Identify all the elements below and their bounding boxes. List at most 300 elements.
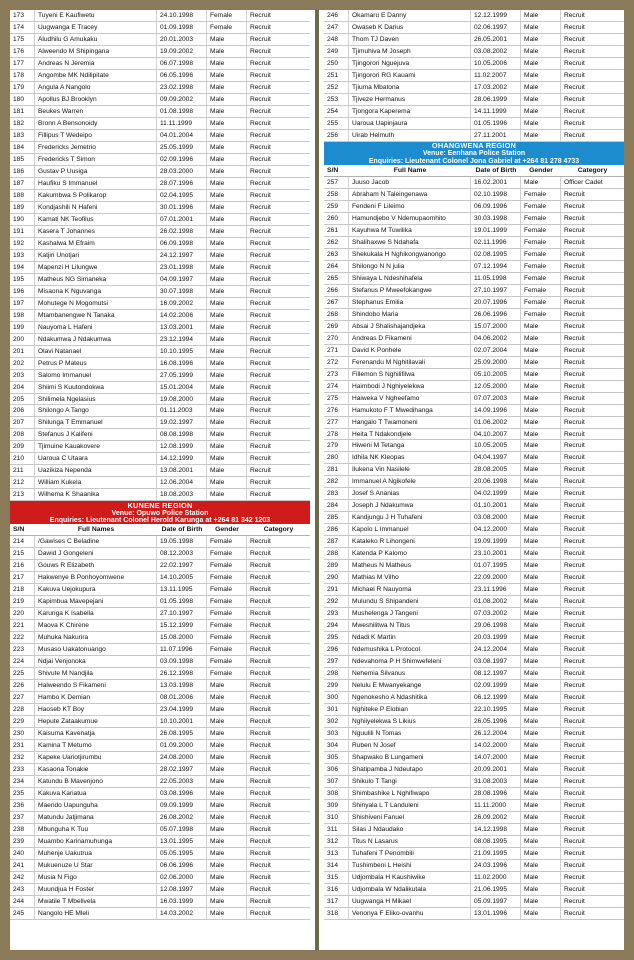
table-row — [10, 728, 310, 740]
cell-full-name: Shapwako B Lungameni — [349, 752, 471, 763]
cell-gender: Male — [521, 536, 561, 547]
table-row — [10, 226, 310, 238]
cell-gender: Male — [207, 58, 247, 69]
cell-category: Recruit — [564, 694, 585, 702]
table-row — [10, 370, 310, 382]
table-row — [324, 548, 624, 560]
cell-dob: 05.07.1998 — [157, 824, 207, 835]
cell-category: Recruit — [250, 658, 271, 666]
cell-full-name: Uugwanga E Tracey — [35, 22, 157, 33]
table-row — [10, 489, 310, 501]
cell-category: Recruit — [564, 382, 585, 390]
cell-sn: 307 — [324, 776, 349, 787]
cell-gender: Male — [521, 440, 561, 451]
cell-dob: 11.02.2007 — [471, 70, 521, 81]
cell-sn: 215 — [10, 548, 35, 559]
cell-gender: Male — [521, 764, 561, 775]
cell-gender: Male — [521, 872, 561, 883]
table-row — [10, 166, 310, 178]
cell-category: Recruit — [564, 502, 585, 510]
cell-category: Recruit — [564, 658, 585, 666]
cell-full-name: Shindobo Maria — [349, 309, 471, 320]
table-row — [324, 608, 624, 620]
cell-category: Recruit — [250, 167, 271, 175]
cell-dob: 04.12.2000 — [471, 524, 521, 535]
cell-sn: 184 — [10, 142, 35, 153]
cell-full-name: Nelulu E Mwanyekange — [349, 680, 471, 691]
cell-full-name: Hakwenye B Ponhoyomwene — [35, 572, 157, 583]
table-row — [10, 250, 310, 262]
cell-sn: 296 — [324, 644, 349, 655]
cell-sn: 181 — [10, 106, 35, 117]
cell-category: Recruit — [564, 107, 585, 115]
cell-category: Recruit — [564, 406, 585, 414]
cell-dob: 14.03.2002 — [157, 908, 207, 919]
cell-full-name: Tjingorori Nguejuva — [349, 58, 471, 69]
cell-dob: 04.09.1997 — [157, 274, 207, 285]
cell-full-name: Shishiveni Fanuel — [349, 812, 471, 823]
cell-full-name: Ndemushika L Protocol — [349, 644, 471, 655]
cell-sn: 264 — [324, 261, 349, 272]
cell-gender: Female — [521, 285, 561, 296]
cell-sn: 273 — [324, 369, 349, 380]
cell-sn: 231 — [10, 740, 35, 751]
header-gender: Gender — [215, 526, 239, 534]
cell-dob: 10.05.2005 — [471, 440, 521, 451]
cell-full-name: Shekukala H Nghikongwanongo — [349, 249, 471, 260]
cell-sn: 236 — [10, 800, 35, 811]
cell-dob: 08.12.1997 — [471, 668, 521, 679]
cell-sn: 275 — [324, 393, 349, 404]
table-row — [324, 297, 624, 309]
cell-sn: 180 — [10, 94, 35, 105]
cell-dob: 30.03.1998 — [471, 213, 521, 224]
cell-gender: Male — [521, 333, 561, 344]
cell-sn: 173 — [10, 10, 35, 21]
cell-full-name: Josef S Ananias — [349, 488, 471, 499]
cell-sn: 283 — [324, 488, 349, 499]
cell-gender: Male — [207, 322, 247, 333]
cell-gender: Male — [521, 680, 561, 691]
cell-gender: Male — [207, 465, 247, 476]
cell-sn: 238 — [10, 824, 35, 835]
cell-category: Recruit — [564, 742, 585, 750]
cell-sn: 247 — [324, 22, 349, 33]
cell-category: Recruit — [564, 490, 585, 498]
cell-gender: Female — [207, 644, 247, 655]
cell-sn: 230 — [10, 728, 35, 739]
cell-dob: 01.07.1995 — [471, 560, 521, 571]
table-row — [324, 46, 624, 58]
cell-sn: 274 — [324, 381, 349, 392]
table-row — [324, 584, 624, 596]
cell-sn: 242 — [10, 872, 35, 883]
cell-category: Recruit — [250, 479, 271, 487]
cell-full-name: Hepute Zataakumue — [35, 716, 157, 727]
cell-category: Recruit — [250, 622, 271, 630]
cell-gender: Male — [207, 692, 247, 703]
table-row — [324, 333, 624, 345]
cell-full-name: Ndjai Venjonoka — [35, 656, 157, 667]
right-column — [324, 10, 624, 920]
cell-sn: 182 — [10, 118, 35, 129]
cell-category: Recruit — [564, 790, 585, 798]
cell-gender: Female — [521, 201, 561, 212]
cell-sn: 268 — [324, 309, 349, 320]
cell-full-name: Kaisuma Kavenatja — [35, 728, 157, 739]
cell-full-name: Tjiuma Mbatona — [349, 82, 471, 93]
cell-full-name: Tjimuine Kauakovere — [35, 441, 157, 452]
cell-category: Recruit — [564, 634, 585, 642]
cell-category: Recruit — [250, 215, 271, 223]
cell-dob: 02.09.1996 — [157, 154, 207, 165]
cell-full-name: Shilongo N N julia — [349, 261, 471, 272]
cell-category: Recruit — [250, 95, 271, 103]
cell-dob: 16.02.2001 — [471, 177, 521, 188]
cell-sn: 304 — [324, 740, 349, 751]
cell-sn: 243 — [10, 884, 35, 895]
cell-sn: 256 — [324, 130, 349, 141]
cell-full-name: Kakuva Uejokupura — [35, 584, 157, 595]
cell-category: Recruit — [564, 706, 585, 714]
cell-sn: 185 — [10, 154, 35, 165]
table-row — [10, 548, 310, 560]
cell-dob: 01.08.2002 — [471, 596, 521, 607]
cell-category: Recruit — [250, 538, 271, 546]
cell-dob: 12.06.2004 — [157, 477, 207, 488]
cell-category: Recruit — [250, 407, 271, 415]
cell-sn: 219 — [10, 596, 35, 607]
table-row — [324, 321, 624, 333]
cell-sn: 220 — [10, 608, 35, 619]
cell-dob: 03.08.2000 — [471, 512, 521, 523]
cell-sn: 272 — [324, 357, 349, 368]
cell-category: Recruit — [564, 873, 585, 881]
cell-gender: Female — [521, 261, 561, 272]
cell-full-name: Mapenzi H Lilungwe — [35, 262, 157, 273]
table-row — [324, 106, 624, 118]
table-row — [10, 10, 310, 22]
cell-sn: 250 — [324, 58, 349, 69]
cell-full-name: Joseph J Ndakumwa — [349, 500, 471, 511]
table-row — [324, 908, 624, 920]
table-row — [324, 776, 624, 788]
cell-category: Recruit — [250, 814, 271, 821]
cell-full-name: Idhila NK Kleopas — [349, 452, 471, 463]
cell-sn: 209 — [10, 441, 35, 452]
table-row — [10, 680, 310, 692]
table-row — [324, 130, 624, 142]
cell-full-name: Matheus NG Simaneka — [35, 274, 157, 285]
cell-sn: 234 — [10, 776, 35, 787]
cell-dob: 19.05.1998 — [157, 536, 207, 547]
cell-gender: Male — [521, 632, 561, 643]
cell-category: Recruit — [564, 71, 585, 79]
cell-sn: 204 — [10, 382, 35, 393]
cell-full-name: Uirab Helmuth — [349, 130, 471, 141]
cell-category: Recruit — [250, 646, 271, 654]
cell-gender: Male — [207, 286, 247, 297]
cell-dob: 23.04.1999 — [157, 704, 207, 715]
cell-category: Recruit — [250, 371, 271, 379]
cell-full-name: Muhenje Uakutrua — [35, 848, 157, 859]
left-column — [10, 10, 310, 920]
table-row — [324, 872, 624, 884]
region-venue: Venue: Opuwo Police Station — [111, 509, 209, 517]
table-row — [324, 692, 624, 704]
cell-dob: 23.10.2001 — [471, 548, 521, 559]
cell-category: Recruit — [250, 909, 271, 917]
cell-category: Recruit — [250, 131, 271, 139]
cell-full-name: Karunga K Isabella — [35, 608, 157, 619]
cell-dob: 20.06.1998 — [471, 476, 521, 487]
cell-dob: 06.05.1996 — [157, 70, 207, 81]
cell-category: Recruit — [250, 634, 271, 642]
table-row — [10, 118, 310, 130]
table-row — [324, 836, 624, 848]
cell-full-name: Muambo Karinamuhunga — [35, 836, 157, 847]
cell-dob: 30.07.1998 — [157, 286, 207, 297]
table-row — [10, 896, 310, 908]
cell-gender: Female — [207, 608, 247, 619]
table-row — [324, 189, 624, 201]
table-row — [10, 644, 310, 656]
cell-sn: 200 — [10, 334, 35, 345]
cell-dob: 10.10.2001 — [157, 716, 207, 727]
cell-dob: 01.09.1998 — [157, 22, 207, 33]
cell-category: Recruit — [564, 274, 585, 282]
cell-gender: Female — [207, 572, 247, 583]
cell-sn: 186 — [10, 166, 35, 177]
cell-gender: Female — [521, 297, 561, 308]
cell-sn: 310 — [324, 812, 349, 823]
cell-full-name: Haiweka V Ngheefamo — [349, 393, 471, 404]
table-row — [10, 884, 310, 896]
cell-full-name: Titus N Lasarus — [349, 836, 471, 847]
table-row — [324, 118, 624, 130]
cell-gender: Male — [207, 178, 247, 189]
table-row — [10, 394, 310, 406]
cell-gender: Male — [207, 908, 247, 919]
cell-category: Recruit — [250, 694, 271, 702]
cell-full-name: Mathias M Vilho — [349, 572, 471, 583]
cell-gender: Male — [207, 848, 247, 859]
cell-gender: Male — [521, 704, 561, 715]
cell-full-name: Stefanus P Mweefokangwe — [349, 285, 471, 296]
cell-gender: Male — [521, 82, 561, 93]
table-header — [10, 524, 310, 536]
cell-category: Recruit — [250, 742, 271, 750]
cell-full-name: Okamaru E Danny — [349, 10, 471, 21]
cell-category: Recruit — [250, 562, 271, 570]
cell-gender: Male — [521, 668, 561, 679]
table-row — [324, 860, 624, 872]
cell-category: Recruit — [250, 754, 271, 762]
cell-gender: Male — [521, 130, 561, 141]
cell-gender: Female — [207, 536, 247, 547]
cell-full-name: Ndevahoma P H Shimwefeleni — [349, 656, 471, 667]
cell-dob: 07.12.1994 — [471, 261, 521, 272]
cell-dob: 04.02.1999 — [471, 488, 521, 499]
table-row — [10, 764, 310, 776]
table-row — [324, 884, 624, 896]
cell-full-name: Fillemon S Nghilifilwa — [349, 369, 471, 380]
cell-gender: Male — [521, 488, 561, 499]
cell-dob: 14.10.2005 — [157, 572, 207, 583]
cell-full-name: Maova K Chirene — [35, 620, 157, 631]
cell-category: Recruit — [564, 766, 585, 774]
cell-gender: Male — [521, 58, 561, 69]
cell-full-name: Tjongora Kaperema — [349, 106, 471, 117]
cell-category: Recruit — [564, 861, 585, 869]
cell-category: Recruit — [250, 861, 271, 869]
cell-category: Recruit — [250, 885, 271, 893]
cell-sn: 177 — [10, 58, 35, 69]
cell-full-name: Heita T Ndakondjele — [349, 429, 471, 440]
cell-dob: 12.08.1999 — [157, 441, 207, 452]
cell-dob: 15.08.2000 — [157, 632, 207, 643]
cell-category: Recruit — [564, 837, 585, 845]
cell-dob: 19.09.2002 — [157, 46, 207, 57]
table-row — [10, 800, 310, 812]
table-row — [324, 261, 624, 273]
table-row — [10, 453, 310, 465]
cell-full-name: Fredericks T Simon — [35, 154, 157, 165]
cell-full-name: Kapolo L Immanuel — [349, 524, 471, 535]
cell-gender: Male — [207, 106, 247, 117]
table-row — [324, 536, 624, 548]
cell-full-name: Abraham N Taleingenawa — [349, 189, 471, 200]
cell-gender: Male — [207, 46, 247, 57]
cell-sn: 225 — [10, 668, 35, 679]
cell-gender: Male — [521, 106, 561, 117]
cell-gender: Male — [207, 441, 247, 452]
cell-category: Recruit — [250, 311, 271, 319]
cell-sn: 257 — [324, 177, 349, 188]
cell-full-name: Kashalwa M Efraim — [35, 238, 157, 249]
cell-dob: 26.08.2002 — [157, 812, 207, 823]
cell-full-name: Salomo Immanuel — [35, 370, 157, 381]
table-row — [10, 716, 310, 728]
cell-gender: Male — [521, 500, 561, 511]
cell-full-name: Alweendo M Shipingana — [35, 46, 157, 57]
cell-sn: 202 — [10, 358, 35, 369]
cell-gender: Male — [521, 620, 561, 631]
cell-sn: 290 — [324, 572, 349, 583]
cell-gender: Male — [207, 94, 247, 105]
cell-category: Recruit — [250, 83, 271, 91]
cell-full-name: Owaseb K Darius — [349, 22, 471, 33]
table-row — [10, 776, 310, 788]
table-row — [324, 512, 624, 524]
cell-gender: Male — [521, 94, 561, 105]
table-row — [324, 500, 624, 512]
table-row — [10, 358, 310, 370]
cell-gender: Male — [521, 560, 561, 571]
cell-sn: 237 — [10, 812, 35, 823]
cell-sn: 239 — [10, 836, 35, 847]
table-row — [10, 656, 310, 668]
cell-gender: Male — [207, 70, 247, 81]
cell-category: Recruit — [564, 394, 585, 402]
cell-category: Recruit — [564, 298, 585, 306]
table-row — [324, 393, 624, 405]
cell-category: Recruit — [250, 802, 271, 810]
cell-full-name: Apollus BJ Brooklyn — [35, 94, 157, 105]
cell-sn: 191 — [10, 226, 35, 237]
cell-category: Recruit — [564, 586, 585, 594]
cell-dob: 28.02.1997 — [157, 764, 207, 775]
table-row — [10, 22, 310, 34]
cell-category: Recruit — [250, 467, 271, 475]
cell-dob: 28.07.1996 — [157, 178, 207, 189]
cell-category: Recruit — [250, 35, 271, 43]
cell-gender: Male — [207, 716, 247, 727]
cell-dob: 15.07.2000 — [471, 321, 521, 332]
cell-category: Recruit — [250, 71, 271, 79]
cell-category: Recruit — [564, 718, 585, 726]
cell-gender: Male — [207, 226, 247, 237]
cell-category: Recruit — [564, 310, 585, 318]
cell-dob: 13.08.2001 — [157, 465, 207, 476]
table-row — [10, 310, 310, 322]
cell-dob: 06.12.1999 — [471, 692, 521, 703]
cell-full-name: Muundjua H Foster — [35, 884, 157, 895]
cell-full-name: Bronn A Bensonoidy — [35, 118, 157, 129]
cell-full-name: Musia N Figo — [35, 872, 157, 883]
cell-gender: Male — [207, 704, 247, 715]
cell-category: Recruit — [250, 179, 271, 187]
header-sn: S/N — [13, 526, 25, 534]
cell-sn: 206 — [10, 405, 35, 416]
cell-category: Recruit — [564, 202, 585, 210]
cell-dob: 19.01.1999 — [471, 225, 521, 236]
cell-sn: 270 — [324, 333, 349, 344]
cell-category: Recruit — [250, 610, 271, 618]
cell-dob: 09.09.2002 — [157, 94, 207, 105]
cell-dob: 22.10.1995 — [471, 704, 521, 715]
cell-gender: Female — [207, 560, 247, 571]
cell-full-name: Ruben N Josef — [349, 740, 471, 751]
table-row — [10, 106, 310, 118]
cell-sn: 213 — [10, 489, 35, 500]
table-row — [324, 788, 624, 800]
cell-gender: Male — [521, 848, 561, 859]
cell-dob: 27.10.1997 — [471, 285, 521, 296]
header-sn: S/N — [327, 166, 339, 174]
cell-category: Recruit — [564, 358, 585, 366]
cell-sn: 246 — [324, 10, 349, 21]
cell-full-name: Kakuva Kariatua — [35, 788, 157, 799]
table-row — [10, 274, 310, 286]
table-row — [324, 22, 624, 34]
table-row — [324, 94, 624, 106]
cell-gender: Male — [521, 776, 561, 787]
cell-dob: 02.07.2004 — [471, 345, 521, 356]
cell-gender: Male — [207, 836, 247, 847]
cell-dob: 12.08.1997 — [157, 884, 207, 895]
cell-dob: 27.11.2001 — [471, 130, 521, 141]
table-row — [324, 34, 624, 46]
cell-sn: 241 — [10, 860, 35, 871]
cell-full-name: Andreas N Jeremia — [35, 58, 157, 69]
cell-full-name: Hamukoto F T Mwedihanga — [349, 405, 471, 416]
cell-dob: 28.08.2005 — [471, 464, 521, 475]
table-row — [10, 788, 310, 800]
cell-sn: 297 — [324, 656, 349, 667]
cell-sn: 305 — [324, 752, 349, 763]
cell-gender: Male — [207, 824, 247, 835]
